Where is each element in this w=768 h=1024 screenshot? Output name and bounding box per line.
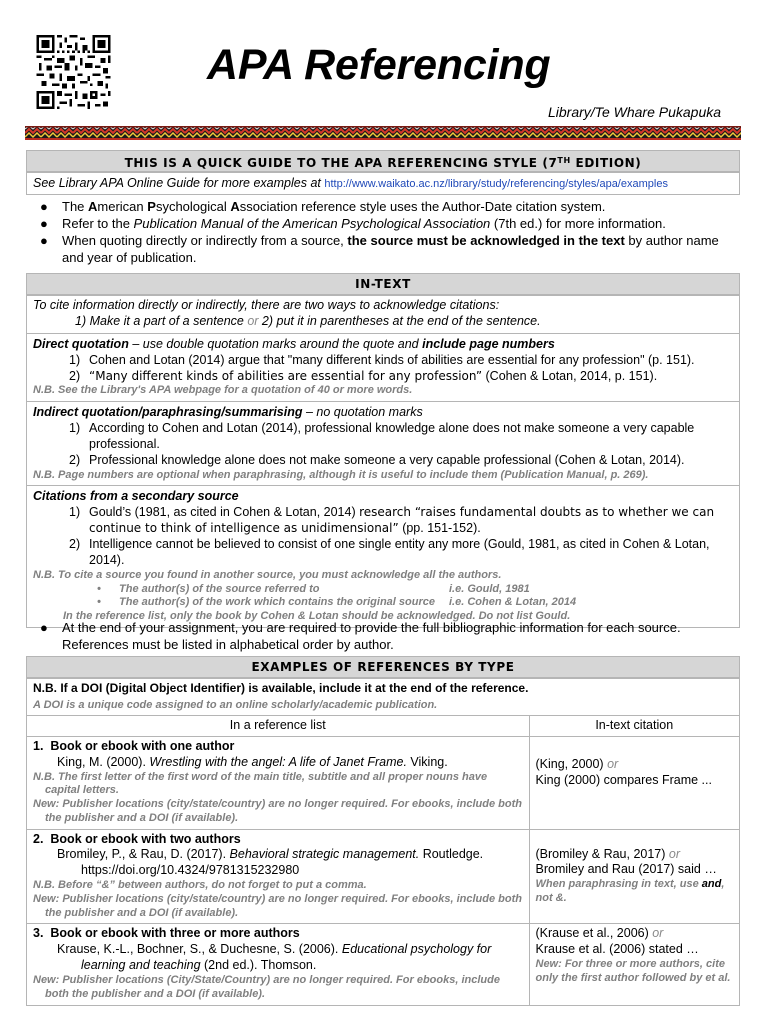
page-subtitle: Library/Te Whare Pukapuka bbox=[548, 104, 722, 120]
list-item: 1) According to Cohen and Lotan (2014), professional knowledge alone does not make someone a very capable professional. bbox=[69, 421, 695, 451]
table-row: 2. Book or ebook with two authors Bromiley, P., & Rau, D. (2017). Behavioral strategic management. Routledge. https://doi.org/10.4324/9781315232980 N.B. Before “&” between authors, do not forget to put a comma. New: Publisher locations (city/state/country) are no longer required. For ebooks, include both the publisher and a DOI (if available). (Bromiley & Rau, 2017) or Bromiley and Rau (2017) said … When paraphrasing in text, use and, not &. bbox=[27, 829, 739, 924]
apa-examples-link[interactable]: http://www.waikato.ac.nz/library/study/referencing/styles/apa/examples bbox=[324, 178, 668, 190]
in-text-heading: IN-TEXT bbox=[27, 274, 739, 295]
list-item: 2) Intelligence cannot be believed to consist of one single entity any more (Gould, 1981, as cited in Cohen & Lotan, 2014). bbox=[69, 537, 710, 567]
list-item: ● Refer to the Publication Manual of the American Psychological Association (7th ed.) for more information. bbox=[40, 216, 666, 232]
page-title: APA Referencing bbox=[207, 41, 551, 89]
list-item: 2) “Many different kinds of abilities are essential for any profession” (Cohen & Lotan, 2014, p. 151). bbox=[69, 368, 658, 383]
examples-heading: EXAMPLES OF REFERENCES BY TYPE bbox=[27, 657, 739, 678]
direct-quotation-block: Direct quotation – use double quotation marks around the quote and include page numbers 1) Cohen and Lotan (2014) argue that "many different kinds of abilities are essential for any profession" (p. 151). 2) “Many different kinds of abilities are essential for any profession” (Cohen & Lotan, 2014, p. 151). N.B. See the Library's APA webpage for a quotation of 40 or more words. bbox=[27, 333, 739, 401]
list-item: ● When quoting directly or indirectly from a source, the source must be acknowledged in the text by author name and year of publication. bbox=[40, 233, 719, 266]
list-item: • The author(s) of the source referred to i.e. Gould, 1981 bbox=[97, 582, 530, 595]
list-item: ● At the end of your assignment, you are required to provide the full bibliographic information for each source. References must be listed in alphabetical order by author. bbox=[40, 620, 681, 653]
table-row: 3. Book or ebook with three or more authors Krause, K.-L., Bochner, S., & Duchesne, S. (2006). Educational psychology for learning and teaching (2nd ed.). Thomson. New: Publisher locations (City/State/Country) are no longer required. For ebooks, include both the publisher and a DOI (if available). (Krause et al., 2006) or Krause et al. (2006) stated … New: For three or more authors, cite only the first author followed by et al. bbox=[27, 924, 739, 1005]
table-row: 1. Book or ebook with one author King, M. (2000). Wrestling with the angel: A life of Janet Frame. Viking. N.B. The first letter of the first word of the main title, subtitle and all proper nouns have capital letters. New: Publisher locations (city/state/country) are no longer required. For ebooks, include both the publisher and a DOI (if available). (King, 2000) or King (2000) compares Frame ... bbox=[27, 736, 739, 829]
in-text-section bbox=[26, 273, 740, 628]
list-item: 1) Gould’s (1981, as cited in Cohen & Lotan, 2014) research “raises fundamental doubts as to whether we can continue to think of intelligence as unidimensional” (pp. 151-152). bbox=[69, 505, 715, 536]
see-online-guide: See Library APA Online Guide for more examples at http://www.waikato.ac.nz/library/study/referencing/styles/apa/examples bbox=[27, 172, 739, 194]
doi-note: N.B. If a DOI (Digital Object Identifier) is available, include it at the end of the reference. A DOI is a unique code assigned to an online scholarly/academic publication. bbox=[27, 678, 739, 715]
examples-section bbox=[26, 656, 740, 1006]
column-header: In-text citation bbox=[529, 715, 739, 736]
table-header-row bbox=[27, 715, 739, 736]
qr-code-icon bbox=[35, 35, 112, 109]
list-item: • The author(s) of the work which contains the original source i.e. Cohen & Lotan, 2014 bbox=[97, 596, 577, 609]
indirect-quotation-block: Indirect quotation/paraphrasing/summarising – no quotation marks 1) According to Cohen and Lotan (2014), professional knowledge alone does not make someone a very capable professional. 2) Professional knowledge alone does not make someone a very capable professional (Cohen & Lotan, 2014). N.B. Page numbers are optional when paraphrasing, although it is useful to include them (Publication Manual, p. 269). bbox=[27, 401, 739, 485]
list-item: ● The American Psychological Association reference style uses the Author-Date citation system. bbox=[40, 199, 606, 214]
decorative-pattern-band bbox=[25, 126, 741, 140]
column-header: In a reference list bbox=[27, 715, 529, 736]
in-text-intro: To cite information directly or indirectly, there are two ways to acknowledge citations: 1) Make it a part of a sentence or 2) put it in parentheses at the end of the sentence. bbox=[27, 295, 739, 333]
quick-guide-section bbox=[26, 150, 740, 195]
quick-guide-heading: THIS IS A QUICK GUIDE TO THE APA REFERENCING STYLE (7TH EDITION) bbox=[27, 151, 739, 172]
examples-table bbox=[27, 715, 739, 1005]
end-bullet bbox=[40, 619, 730, 653]
list-item: 2) Professional knowledge alone does not make someone a very capable professional (Cohen & Lotan, 2014). bbox=[69, 452, 685, 467]
secondary-source-block: Citations from a secondary source 1) Gould’s (1981, as cited in Cohen & Lotan, 2014) research “raises fundamental doubts as to whether we can continue to think of intelligence as unidimensional” (pp. 151-152). 2) Intelligence cannot be believed to consist of one single entity any more (Gould, 1981, as cited in Cohen & Lotan, 2014). N.B. To cite a source you found in another source, you must acknowledge all the authors. • The author(s) of the source referred to i.e. Gould, 1981 • The author(s) of the work which contains the original source i.e. Cohen & Lotan, 2014 In the reference list, only the book by Cohen & Lotan should be acknowledged. Do not list Gould. bbox=[27, 485, 739, 626]
intro-bullets bbox=[40, 198, 730, 267]
list-item: 1) Cohen and Lotan (2014) argue that "many different kinds of abilities are essential for any profession" (p. 151). bbox=[69, 352, 695, 367]
